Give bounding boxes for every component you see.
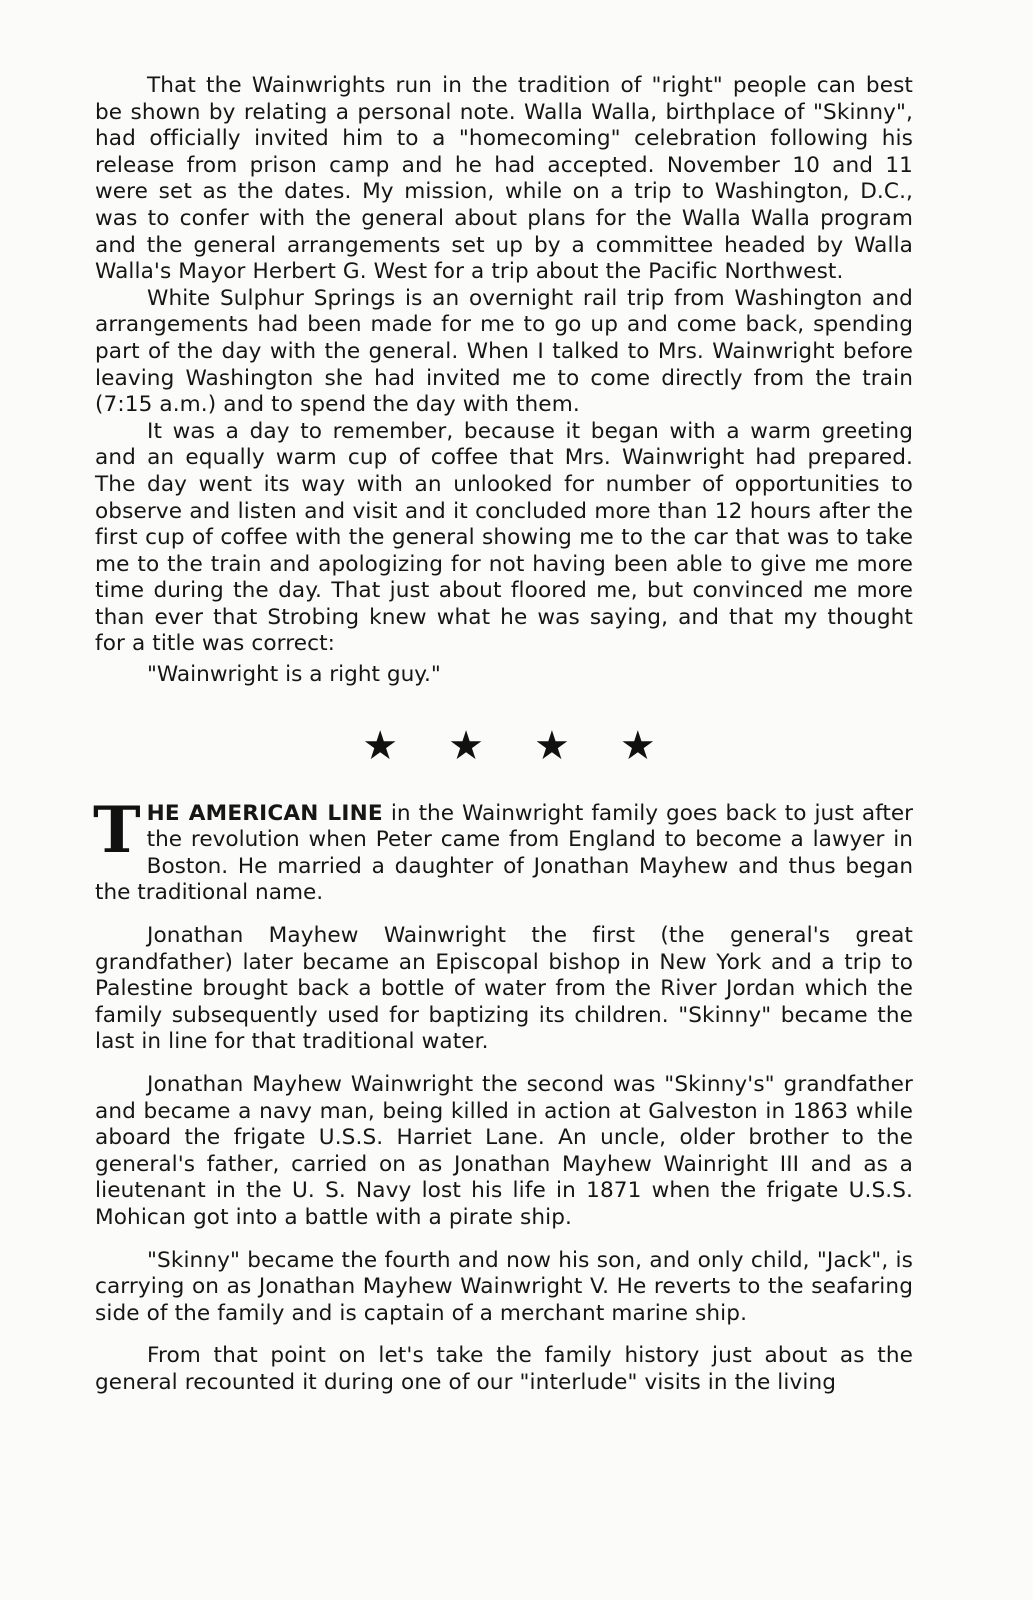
paragraph: It was a day to remember, because it began with a warm greeting and an equally warm cup of coffee that Mrs. Wainwright had prepared. The day went its way with an unlooked for number of opportunities to observe and listen and visit and it concluded more than 12 hours after the first cup of coffee with the general showing me to the car that was to take me to the train and apologizing for not having been able to give me more time during the day. That just about floored me, but convinced me more than ever that Strobing knew what he was saying, and that my thought for a title was correct: — [95, 418, 913, 657]
lead-text: in the Wainwright family goes back to just after the revolution when Peter came from England to become a lawyer in Boston. He married a daughter of Jonathan Mayhew and thus began the traditional name. — [95, 800, 913, 906]
lead-in: HE AMERICAN LINE — [146, 800, 383, 826]
section-personal-note — [95, 73, 913, 689]
lead-paragraph — [93, 792, 913, 907]
star-icon: ★ — [448, 722, 484, 769]
section-american-line — [93, 792, 913, 1397]
paragraph: Jonathan Mayhew Wainwright the first (the general's great grandfather) later became an Episcopal bishop in New York and a trip to Palestine brought back a bottle of water from the River Jordan which the family subsequently used for baptizing its children. "Skinny" became the last in line for that traditional water. — [95, 923, 913, 1055]
paragraph: White Sulphur Springs is an overnight rail trip from Washington and arrangements had been made for me to go up and come back, spending part of the day with the general. When I talked to Mrs. Wainwright before leaving Washington she had invited me to come directly from the train (7:15 a.m.) and to spend the day with them. — [95, 285, 913, 418]
paragraph: That the Wainwrights run in the tradition of "right" people can best be shown by relating a personal note. Walla Walla, birthplace of "Skinny", had officially invited him to a "homecoming" celebration following his release from prison camp and he had accepted. November 10 and 11 were set as the dates. My mission, while on a trip to Washington, D.C., was to confer with the general about plans for the Walla Walla program and the general arrangements set up by a committee headed by Walla Walla's Mayor Herbert G. West for a trip about the Pacific Northwest. — [95, 73, 913, 285]
document-page — [95, 73, 913, 1397]
star-divider — [95, 721, 913, 771]
quote-line: "Wainwright is a right guy." — [147, 662, 441, 688]
drop-cap: T — [93, 792, 141, 868]
star-icon: ★ — [534, 722, 570, 769]
paragraph: From that point on let's take the family history just about as the general recounted it during one of our "interlude" visits in the living — [95, 1343, 913, 1395]
paragraph: "Skinny" became the fourth and now his son, and only child, "Jack", is carrying on as Jonathan Mayhew Wainwright V. He reverts to the seafaring side of the family and is captain of a merchant marine ship. — [95, 1247, 913, 1326]
star-icon: ★ — [362, 722, 399, 769]
paragraph: Jonathan Mayhew Wainwright the second was "Skinny's" grandfather and became a navy man, being killed in action at Galveston in 1863 while aboard the frigate U.S.S. Harriet Lane. An uncle, older brother to the general's father, carried on as Jonathan Mayhew Wainright III and as a lieutenant in the U. S. Navy lost his life in 1871 when the frigate U.S.S. Mohican got into a battle with a pirate ship. — [95, 1072, 913, 1230]
star-icon: ★ — [619, 722, 656, 769]
